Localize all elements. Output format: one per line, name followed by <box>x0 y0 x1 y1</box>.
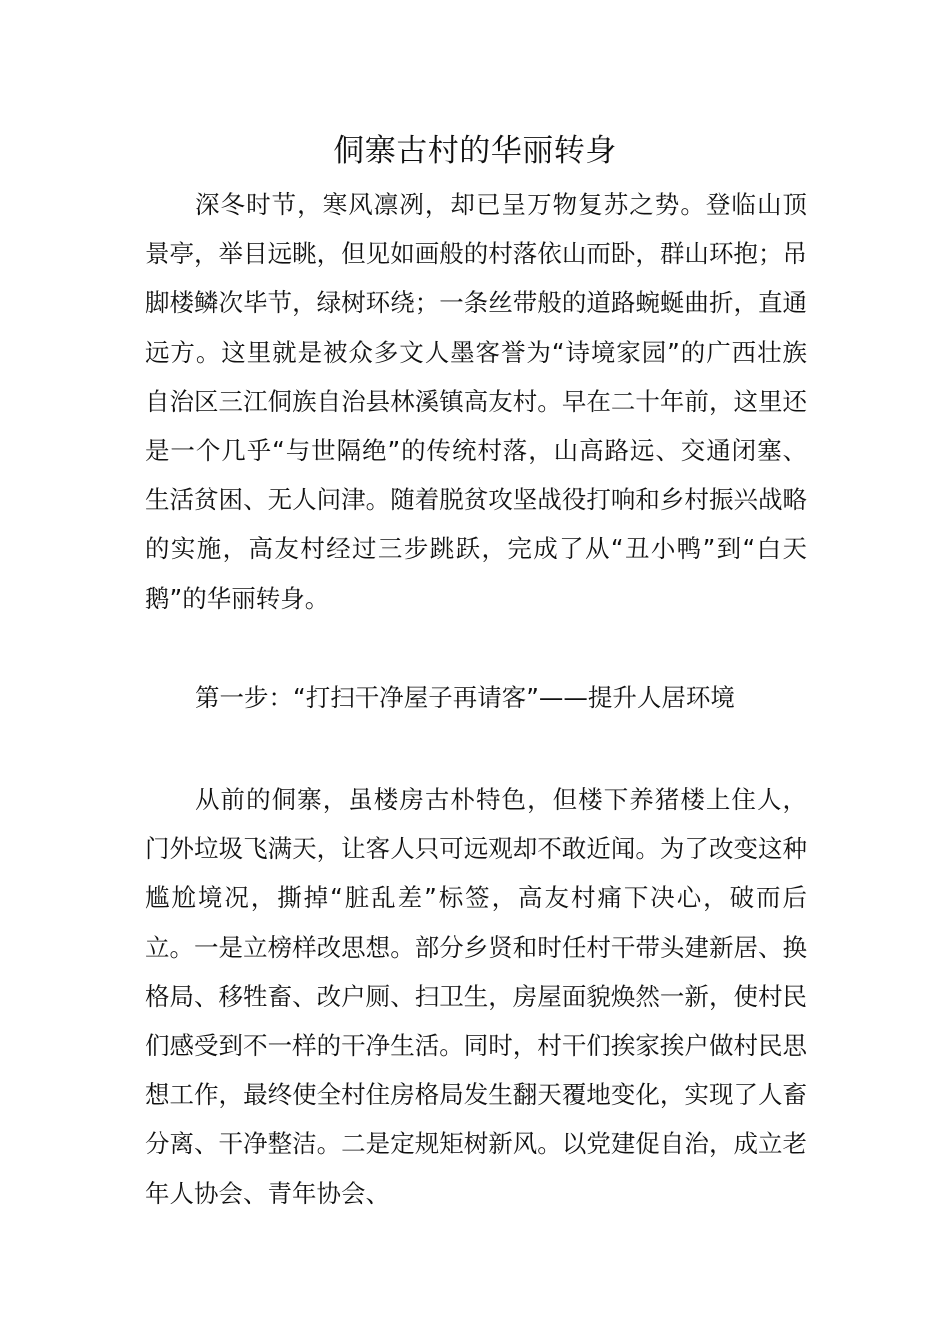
section-paragraph: 从前的侗寨，虽楼房古朴特色，但楼下养猪楼上住人，门外垃圾飞满天，让客人只可远观却不敢近闻。为了改变这种尴尬境况，撕掉“脏乱差”标签，高友村痛下决心，破而后立。一是立榜样改思想。部分乡贤和时任村干带头建新居、换格局、移牲畜、改户厕、扫卫生，房屋面貌焕然一新，使村民们感受到不一样的干净生活。同时，村干们挨家挨户做村民思想工作，最终使全村住房格局发生翻天覆地变化，实现了人畜分离、干净整洁。二是定规矩树新风。以党建促自治，成立老年人协会、青年协会、 <box>145 785 807 1208</box>
document-title: 侗寨古村的华丽转身 <box>333 133 617 169</box>
section-heading: 第一步：“打扫干净屋子再请客”——提升人居环境 <box>195 683 735 712</box>
intro-paragraph: 深冬时节，寒风凛冽，却已呈万物复苏之势。登临山顶景亭，举目远眺，但见如画般的村落依山而卧，群山环抱；吊脚楼鳞次毕节，绿树环绕；一条丝带般的道路蜿蜒曲折，直通远方。这里就是被众多文人墨客誉为“诗境家园”的广西壮族自治区三江侗族自治县林溪镇高友村。早在二十年前，这里还是一个几乎“与世隔绝”的传统村落，山高路远、交通闭塞、生活贫困、无人问津。随着脱贫攻坚战役打响和乡村振兴战略的实施，高友村经过三步跳跃，完成了从“丑小鸭”到“白天鹅”的华丽转身。 <box>145 190 807 613</box>
